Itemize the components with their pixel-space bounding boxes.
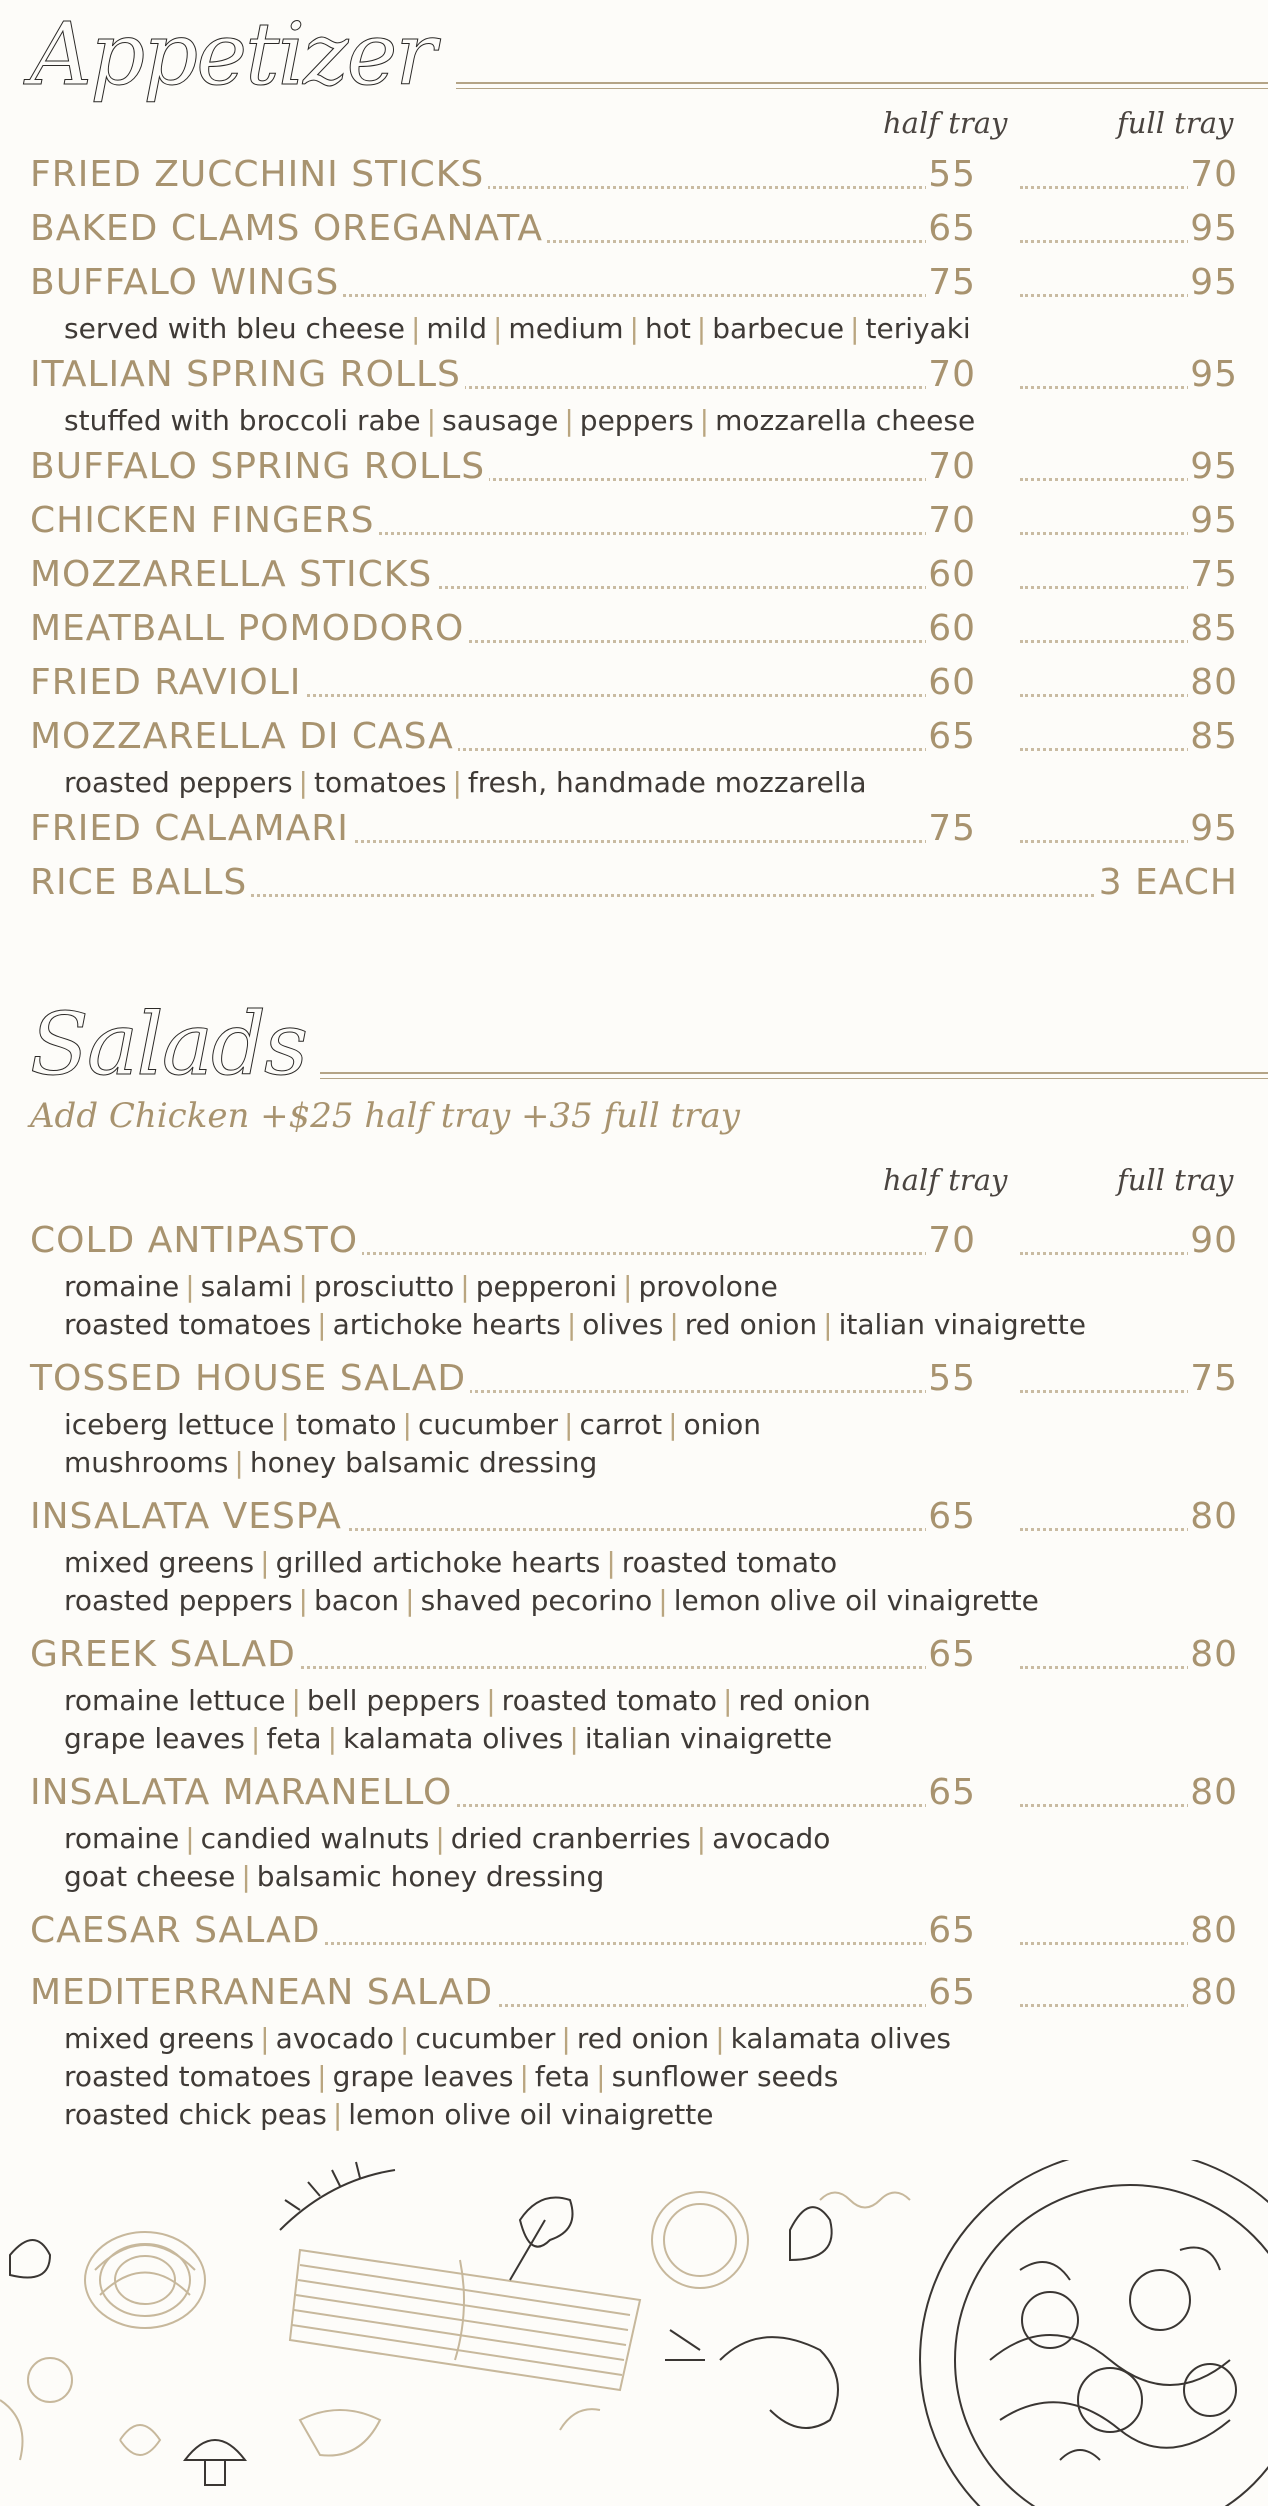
separator: | <box>486 1684 496 1717</box>
item-name: ITALIAN SPRING ROLLS <box>30 354 465 395</box>
item-description <box>30 1544 1238 1582</box>
separator: | <box>566 1308 577 1341</box>
menu-item <box>30 710 1238 802</box>
item-name: MOZZARELLA STICKS <box>30 554 436 595</box>
price-full-tray: 95 <box>1190 262 1238 303</box>
price-half-tray: 60 <box>928 662 976 703</box>
title-rule <box>320 1072 1268 1074</box>
item-row <box>30 148 1238 202</box>
item-description <box>30 1682 1238 1720</box>
salads-add-chicken-note: Add Chicken +$25 half tray +35 full tray <box>30 1096 740 1136</box>
price-half-tray: 65 <box>928 1634 976 1675</box>
ingredient: lemon olive oil vinaigrette <box>348 2098 714 2131</box>
item-description <box>30 1820 1238 1858</box>
ingredient: pepperoni <box>475 1270 618 1303</box>
price-half-tray: 70 <box>928 1220 976 1261</box>
item-description <box>30 2058 1238 2096</box>
item-name: INSALATA VESPA <box>30 1496 346 1537</box>
separator: | <box>410 312 421 345</box>
ingredient: fresh, handmade mozzarella <box>467 766 867 799</box>
appetizer-column-headers <box>0 106 1268 146</box>
item-name: MEDITERRANEAN SALAD <box>30 1972 497 2013</box>
separator: | <box>596 2060 606 2093</box>
separator: | <box>435 1822 445 1855</box>
separator: | <box>492 312 503 345</box>
item-row <box>30 1490 1238 1544</box>
ingredient: romaine <box>64 1822 180 1855</box>
menu-item <box>30 802 1238 856</box>
menu-item <box>30 602 1238 656</box>
price-full-tray: 95 <box>1190 808 1238 849</box>
item-name: MEATBALL POMODORO <box>30 608 468 649</box>
item-row <box>30 602 1238 656</box>
separator: | <box>260 2022 270 2055</box>
menu-item <box>30 1352 1238 1482</box>
separator: | <box>623 1270 633 1303</box>
ingredient: dried cranberries <box>450 1822 691 1855</box>
item-description <box>30 1306 1238 1344</box>
plate-sketch <box>920 2160 1268 2506</box>
menu-item <box>30 1490 1238 1620</box>
price-half-tray: 65 <box>928 1496 976 1537</box>
item-name: BUFFALO SPRING ROLLS <box>30 446 489 487</box>
price-half-tray: 65 <box>928 1772 976 1813</box>
separator: | <box>460 1270 470 1303</box>
ingredient: romaine lettuce <box>64 1684 286 1717</box>
salads-column-headers <box>0 1163 1268 1203</box>
menu-item <box>30 1628 1238 1758</box>
price-half-tray: 65 <box>928 716 976 757</box>
item-row <box>30 256 1238 310</box>
price-half-tray: 75 <box>928 262 976 303</box>
item-description <box>30 1406 1238 1444</box>
ingredient: mild <box>426 312 487 345</box>
full-tray-header: full tray <box>1117 106 1234 140</box>
price-full-tray: 80 <box>1190 1496 1238 1537</box>
item-row <box>30 1352 1238 1406</box>
item-description <box>30 1268 1238 1306</box>
ingredient: prosciutto <box>313 1270 455 1303</box>
separator: | <box>298 766 308 799</box>
price-full-tray: 80 <box>1190 662 1238 703</box>
ingredient: iceberg lettuce <box>64 1408 275 1441</box>
ingredient: balsamic honey dressing <box>256 1860 605 1893</box>
menu-item <box>30 440 1238 494</box>
appetizer-title: Appetizer <box>30 5 435 105</box>
ingredient: honey balsamic dressing <box>249 1446 598 1479</box>
ingredient: provolone <box>638 1270 778 1303</box>
price-full-tray: 80 <box>1190 1634 1238 1675</box>
ingredient: feta <box>534 2060 591 2093</box>
price-half-tray: 70 <box>928 354 976 395</box>
item-description <box>30 402 1238 440</box>
menu-item <box>30 348 1238 440</box>
item-description <box>30 1720 1238 1758</box>
half-tray-header: half tray <box>883 106 1008 140</box>
price-full-tray: 80 <box>1190 1972 1238 2013</box>
item-name: CAESAR SALAD <box>30 1910 325 1951</box>
separator: | <box>260 1546 270 1579</box>
separator: | <box>561 2022 571 2055</box>
price-each: 3 EACH <box>1098 862 1238 903</box>
menu-item <box>30 1214 1238 1344</box>
separator: | <box>185 1270 195 1303</box>
ingredient: roasted tomatoes <box>64 1308 312 1341</box>
separator: | <box>241 1860 251 1893</box>
separator: | <box>564 1408 574 1441</box>
item-row <box>30 1904 1238 1958</box>
ingredient: red onion <box>576 2022 710 2055</box>
item-description <box>30 310 1238 348</box>
separator: | <box>317 2060 327 2093</box>
item-description <box>30 764 1238 802</box>
ingredient: grape leaves <box>332 2060 514 2093</box>
appetizer-header <box>30 0 1268 110</box>
separator: | <box>715 2022 725 2055</box>
menu-item <box>30 1966 1238 2134</box>
ingredient: roasted chick peas <box>64 2098 327 2131</box>
price-full-tray: 70 <box>1190 154 1238 195</box>
ingredient: goat cheese <box>64 1860 236 1893</box>
item-name: BAKED CLAMS OREGANATA <box>30 208 547 249</box>
salads-list <box>30 1214 1238 2142</box>
ingredient: bacon <box>313 1584 400 1617</box>
ingredient: red onion <box>738 1684 871 1717</box>
ingredient: cucumber <box>417 1408 559 1441</box>
price-full-tray: 85 <box>1190 716 1238 757</box>
item-name: FRIED CALAMARI <box>30 808 353 849</box>
separator: | <box>606 1546 616 1579</box>
pasta-sketches <box>0 2192 910 2460</box>
separator: | <box>291 1684 301 1717</box>
ingredient: red onion <box>684 1308 818 1341</box>
item-name: CHICKEN FINGERS <box>30 500 378 541</box>
ingredient: carrot <box>579 1408 663 1441</box>
menu-item <box>30 202 1238 256</box>
separator: | <box>668 1408 678 1441</box>
price-full-tray: 75 <box>1190 1358 1238 1399</box>
separator: | <box>405 1584 415 1617</box>
ingredient: medium <box>508 312 624 345</box>
ingredient: cucumber <box>415 2022 556 2055</box>
price-full-tray: 95 <box>1190 446 1238 487</box>
item-name: FRIED ZUCCHINI STICKS <box>30 154 488 195</box>
separator: | <box>402 1408 412 1441</box>
ingredient: candied walnuts <box>200 1822 430 1855</box>
item-row <box>30 494 1238 548</box>
ingredient: teriyaki <box>865 312 971 345</box>
price-half-tray: 60 <box>928 608 976 649</box>
separator: | <box>722 1684 733 1717</box>
ingredient: stuffed with broccoli rabe <box>64 404 421 437</box>
full-tray-header: full tray <box>1117 1163 1234 1197</box>
salads-title: Salads <box>30 995 307 1095</box>
separator: | <box>696 312 707 345</box>
separator: | <box>426 404 437 437</box>
ingredient: sunflower seeds <box>611 2060 839 2093</box>
ingredient: sausage <box>442 404 559 437</box>
title-rule <box>456 88 1268 89</box>
separator: | <box>317 1308 327 1341</box>
item-name: INSALATA MARANELLO <box>30 1772 456 1813</box>
separator: | <box>399 2022 410 2055</box>
title-rule <box>456 82 1268 84</box>
price-full-tray: 95 <box>1190 354 1238 395</box>
ingredient: peppers <box>579 404 694 437</box>
ingredient: artichoke hearts <box>332 1308 561 1341</box>
separator: | <box>564 404 574 437</box>
ingredient: mushrooms <box>64 1446 229 1479</box>
ingredient: italian vinaigrette <box>584 1722 833 1755</box>
menu-item <box>30 656 1238 710</box>
ingredient: grilled artichoke hearts <box>275 1546 601 1579</box>
menu-item <box>30 548 1238 602</box>
item-row <box>30 802 1238 856</box>
ingredient: tomato <box>295 1408 397 1441</box>
ingredient: bell peppers <box>306 1684 481 1717</box>
item-name: BUFFALO WINGS <box>30 262 343 303</box>
ingredient: romaine <box>64 1270 180 1303</box>
separator: | <box>850 312 860 345</box>
item-row <box>30 202 1238 256</box>
appetizer-list <box>30 148 1238 910</box>
herb-sketches <box>10 2162 838 2485</box>
menu-item <box>30 856 1238 910</box>
separator: | <box>327 1722 338 1755</box>
price-half-tray: 70 <box>928 500 976 541</box>
ingredient: grape leaves <box>64 1722 245 1755</box>
ingredient: mozzarella cheese <box>715 404 976 437</box>
ingredient: roasted tomatoes <box>64 2060 312 2093</box>
ingredient: mixed greens <box>64 1546 255 1579</box>
food-illustration <box>0 2160 1268 2506</box>
item-row <box>30 348 1238 402</box>
menu-item <box>30 1904 1238 1958</box>
price-half-tray: 70 <box>928 446 976 487</box>
ingredient: hot <box>644 312 691 345</box>
ingredient: salami <box>200 1270 293 1303</box>
ingredient: barbecue <box>712 312 845 345</box>
price-half-tray: 75 <box>928 808 976 849</box>
ingredient: avocado <box>275 2022 394 2055</box>
item-row <box>30 856 1238 910</box>
separator: | <box>298 1270 308 1303</box>
menu-item <box>30 148 1238 202</box>
separator: | <box>280 1408 290 1441</box>
price-half-tray: 65 <box>928 208 976 249</box>
ingredient: roasted tomato <box>621 1546 838 1579</box>
title-rule <box>320 1078 1268 1079</box>
menu-item <box>30 494 1238 548</box>
price-half-tray: 55 <box>928 154 976 195</box>
item-row <box>30 1766 1238 1820</box>
ingredient: olives <box>582 1308 664 1341</box>
separator: | <box>629 312 639 345</box>
separator: | <box>298 1584 308 1617</box>
separator: | <box>332 2098 343 2131</box>
item-row <box>30 548 1238 602</box>
price-full-tray: 80 <box>1190 1772 1238 1813</box>
ingredient: roasted peppers <box>64 1584 293 1617</box>
ingredient: kalamata olives <box>730 2022 951 2055</box>
item-row <box>30 1214 1238 1268</box>
item-name: COLD ANTIPASTO <box>30 1220 362 1261</box>
price-half-tray: 60 <box>928 554 976 595</box>
ingredient: roasted tomato <box>501 1684 717 1717</box>
ingredient: avocado <box>712 1822 831 1855</box>
salads-header <box>30 990 1268 1100</box>
ingredient: feta <box>266 1722 322 1755</box>
price-full-tray: 95 <box>1190 500 1238 541</box>
separator: | <box>669 1308 679 1341</box>
price-half-tray: 65 <box>928 1972 976 2013</box>
ingredient: italian vinaigrette <box>838 1308 1086 1341</box>
item-row <box>30 1966 1238 2020</box>
item-name: TOSSED HOUSE SALAD <box>30 1358 470 1399</box>
half-tray-header: half tray <box>883 1163 1008 1197</box>
item-description <box>30 2020 1238 2058</box>
ingredient: roasted peppers <box>64 766 293 799</box>
ingredient: shaved pecorino <box>420 1584 653 1617</box>
item-name: MOZZARELLA DI CASA <box>30 716 458 757</box>
item-description <box>30 2096 1238 2134</box>
price-half-tray: 55 <box>928 1358 976 1399</box>
price-half-tray: 65 <box>928 1910 976 1951</box>
separator: | <box>250 1722 261 1755</box>
separator: | <box>519 2060 529 2093</box>
item-description <box>30 1444 1238 1482</box>
price-full-tray: 75 <box>1190 554 1238 595</box>
ingredient: onion <box>683 1408 762 1441</box>
item-name: RICE BALLS <box>30 862 251 903</box>
menu-item <box>30 256 1238 348</box>
ingredient: mixed greens <box>64 2022 255 2055</box>
item-row <box>30 1628 1238 1682</box>
separator: | <box>699 404 710 437</box>
separator: | <box>185 1822 195 1855</box>
price-full-tray: 95 <box>1190 208 1238 249</box>
ingredient: tomatoes <box>313 766 447 799</box>
price-full-tray: 85 <box>1190 608 1238 649</box>
item-name: GREEK SALAD <box>30 1634 300 1675</box>
ingredient: lemon olive oil vinaigrette <box>673 1584 1039 1617</box>
price-full-tray: 80 <box>1190 1910 1238 1951</box>
separator: | <box>234 1446 244 1479</box>
menu-item <box>30 1766 1238 1896</box>
price-full-tray: 90 <box>1190 1220 1238 1261</box>
item-description <box>30 1858 1238 1896</box>
separator: | <box>823 1308 833 1341</box>
item-row <box>30 656 1238 710</box>
item-row <box>30 710 1238 764</box>
separator: | <box>569 1722 579 1755</box>
item-name: FRIED RAVIOLI <box>30 662 305 703</box>
item-row <box>30 440 1238 494</box>
separator: | <box>658 1584 668 1617</box>
separator: | <box>696 1822 707 1855</box>
separator: | <box>452 766 462 799</box>
ingredient: served with bleu cheese <box>64 312 405 345</box>
item-description <box>30 1582 1238 1620</box>
ingredient: kalamata olives <box>343 1722 564 1755</box>
